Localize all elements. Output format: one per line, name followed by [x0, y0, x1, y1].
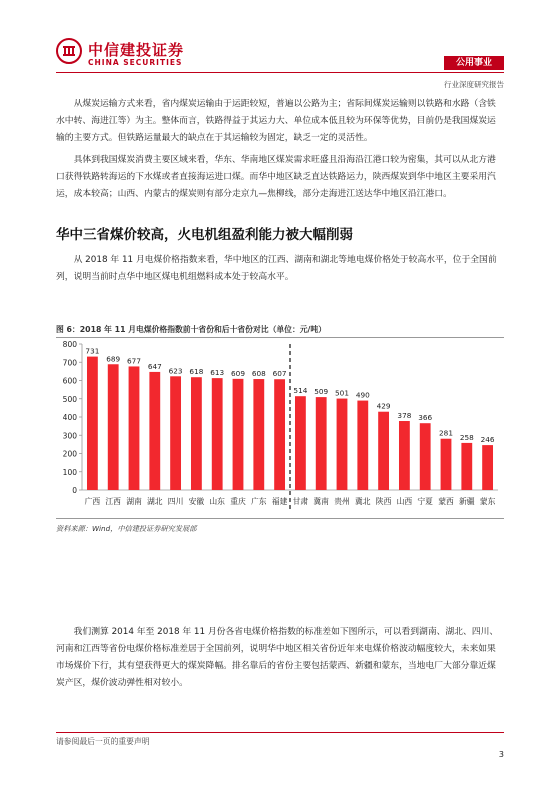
bar-value-label: 281 [439, 428, 453, 438]
bar-value-label: 609 [231, 368, 245, 378]
y-tick-label: 500 [62, 394, 77, 404]
bar [233, 379, 244, 490]
category-label: 贵州 [334, 497, 350, 506]
footer-disclaimer: 请参阅最后一页的重要声明 [56, 737, 150, 746]
figure-source: 资料来源：Wind，中信建投证券研究发展部 [56, 524, 197, 533]
y-tick-label: 400 [62, 413, 77, 422]
bar [420, 423, 431, 490]
sector-tag: 公用事业 [444, 56, 504, 70]
bar-value-label: 378 [397, 411, 412, 421]
y-tick-label: 100 [62, 467, 77, 477]
category-label: 陕西 [375, 497, 392, 506]
category-label: 广西 [84, 497, 101, 506]
page-number: 3 [498, 750, 504, 759]
bar [378, 412, 389, 490]
bar [87, 357, 98, 490]
category-label: 安徽 [188, 497, 205, 506]
bar-value-label: 607 [272, 369, 287, 379]
bar-value-label: 509 [314, 387, 329, 397]
bar-value-label: 731 [85, 346, 100, 356]
category-label: 广东 [251, 497, 267, 506]
price-index-chart [56, 338, 504, 516]
bar [212, 378, 223, 490]
category-label: 冀北 [355, 497, 371, 506]
bar [357, 401, 368, 490]
category-label: 湖北 [147, 497, 163, 506]
category-label: 重庆 [230, 497, 246, 506]
bar-chart-svg [56, 338, 504, 516]
bar-value-label: 366 [418, 413, 433, 423]
y-tick-label: 600 [62, 376, 77, 386]
bar-value-label: 258 [459, 432, 474, 442]
category-label: 蒙西 [438, 497, 454, 506]
bar-value-label: 490 [355, 390, 370, 400]
paragraph-regional-consumption: 具体到我国煤炭消费主要区域来看，华东、华南地区煤炭需求旺盛且沿海沿江港口较为密集，其可以从北方港口获得铁路转海运的下水煤或者直接海运进口煤。而华中地区缺乏直达铁路运力，陕西煤炭到华中地区主要采用汽运，成本较高；山西、内蒙古的煤炭则有部分走京九—焦柳线，部分走海进江送达华中地区沿江港口。 [56, 155, 496, 199]
bar [337, 399, 348, 490]
bar-value-label: 608 [251, 369, 266, 379]
bar [191, 377, 202, 490]
bar-value-label: 623 [168, 366, 183, 376]
y-tick-label: 0 [72, 486, 77, 495]
category-label: 宁夏 [417, 497, 433, 506]
bar-value-label: 618 [189, 367, 204, 377]
header-rule [56, 72, 504, 73]
bar [399, 421, 410, 490]
bar [129, 366, 140, 490]
category-label: 福建 [271, 497, 288, 506]
category-label: 湖南 [126, 497, 142, 506]
bar-value-label: 429 [376, 401, 391, 411]
paragraph-coal-transport: 从煤炭运输方式来看，省内煤炭运输由于运距较短，普遍以公路为主；省际间煤炭运输则以铁路和水路（含铁水中转、海进江等）为主。整体而言，铁路得益于其运力大、单位成本低且较为环保等优势，目前仍是我国煤炭运输的主要方式。但铁路运量最大的缺点在于其运输较为固定，缺乏一定的灵活性。 [56, 99, 496, 143]
page-header [0, 0, 560, 89]
category-label: 四川 [167, 497, 184, 506]
y-tick-label: 200 [62, 449, 77, 459]
bar-value-label: 689 [106, 354, 121, 364]
paragraph-std-dev: 我们测算 2014 年至 2018 年 11 月份各省电煤价格指数的标准差如下图所示，可以看到湖南、湖北、四川、河南和江西等省份电煤价格标准差居于全国前列，说明华中地区相关省份近年来电煤价格波动幅度较大，未来如果市场煤价下行，其有望获得更大的煤炭降幅。排名靠后的省份主要包括蒙西、新疆和蒙东，当地电厂大部分靠近煤炭产区，煤价波动弹性相对较小。 [56, 627, 499, 688]
category-label: 山东 [209, 497, 225, 506]
bar-value-label: 677 [127, 356, 141, 366]
bar-value-label: 613 [210, 368, 225, 378]
category-label: 江西 [105, 497, 121, 506]
y-tick-label: 300 [62, 431, 77, 441]
brand-name-en: CHINA SECURITIES [88, 58, 183, 67]
section-title: 华中三省煤价较高，火电机组盈利能力被大幅削弱 [56, 227, 353, 243]
category-label: 蒙东 [479, 497, 496, 506]
bar [295, 396, 306, 490]
bar [274, 379, 285, 490]
company-logo-icon [56, 38, 82, 64]
footer-rule [56, 732, 504, 733]
bar [316, 397, 327, 490]
category-label: 甘肃 [292, 497, 309, 506]
bar [108, 364, 119, 490]
category-label: 山西 [396, 497, 413, 506]
bar [149, 372, 160, 490]
bar [482, 445, 493, 490]
brand-name-cn: 中信建投证券 [88, 41, 185, 59]
bar-value-label: 647 [147, 361, 162, 371]
category-label: 冀南 [313, 497, 329, 506]
bar-value-label: 514 [293, 386, 308, 396]
paragraph-price-index: 从 2018 年 11 月电煤价格指数来看，华中地区的江西、湖南和湖北等地电煤价格处于较高水平，位于全国前列，说明当前时点华中地区煤电机组燃料成本处于较高水平。 [56, 255, 497, 282]
bar [253, 379, 264, 490]
bar-value-label: 246 [480, 435, 495, 445]
figure-title: 图 6：2018 年 11 月电煤价格指数前十省份和后十省份对比（单位：元/吨） [56, 325, 326, 334]
y-tick-label: 700 [62, 358, 77, 368]
figure-bottom-rule [56, 518, 504, 519]
bar [170, 376, 181, 490]
bar-value-label: 501 [335, 388, 349, 398]
bar [461, 443, 472, 490]
category-label: 新疆 [459, 497, 475, 506]
bar [441, 439, 452, 490]
report-type-label: 行业深度研究报告 [444, 80, 504, 89]
y-tick-label: 800 [62, 340, 77, 349]
